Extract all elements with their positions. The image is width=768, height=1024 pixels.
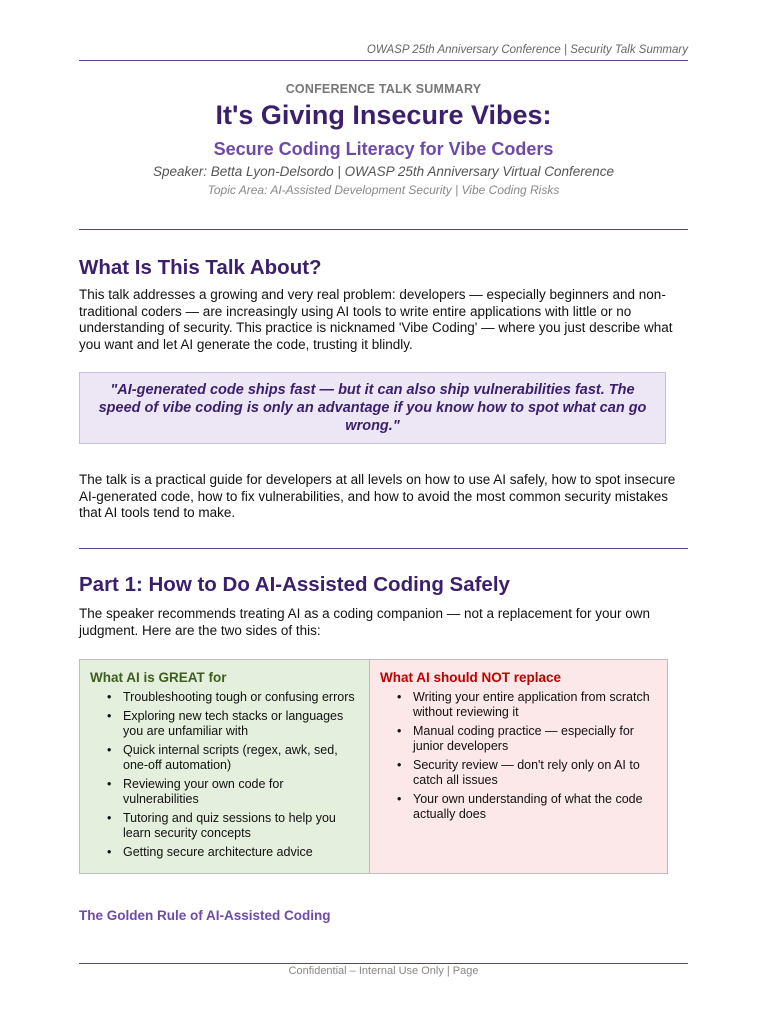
document-kicker: CONFERENCE TALK SUMMARY [285,82,482,96]
document-title: It's Giving Insecure Vibes: [215,100,552,130]
not-replace-heading: What AI should NOT replace [380,670,562,685]
page-footer: Confidential – Internal Use Only | Page [288,965,479,977]
list-item: • Getting secure architecture advice [123,845,359,860]
golden-rule-heading: The Golden Rule of AI-Assisted Coding [79,908,331,923]
footer-divider [79,963,688,964]
speaker-line: Speaker: Betta Lyon-Delsordo | OWASP 25th Anniversary Virtual Conference [153,164,614,179]
about-outro-paragraph: The talk is a practical guide for developers at all levels on how to use AI safely, how to spot insecure AI-generated code, how to fix vulnerabilities, and how to avoid the most common security mistakes that AI tools tend to make. [79,472,676,520]
section-divider [79,229,688,230]
great-for-column [80,660,370,873]
list-item: • Reviewing your own code for vulnerabilities [123,777,359,807]
part1-intro-paragraph: The speaker recommends treating AI as a coding companion — not a replacement for your own judgment. Here are the two sides of this: [79,606,651,638]
list-item: • Quick internal scripts (regex, awk, sed, one-off automation) [123,743,359,773]
great-for-list [90,690,359,860]
list-item: • Tutoring and quiz sessions to help you learn security concepts [123,811,359,841]
list-item: • Security review — don't rely only on AI to catch all issues [413,758,657,788]
section-divider [79,548,688,549]
about-intro-paragraph: This talk addresses a growing and very real problem: developers — especially beginners and non-traditional coders — are increasingly using AI tools to write entire applications with little or no understanding of security. This practice is nicknamed 'Vibe Coding' — where you just describe what you want and let AI generate the code, trusting it blindly. [79,287,673,352]
list-item: • Writing your entire application from scratch without reviewing it [413,690,657,720]
list-item: • Exploring new tech stacks or languages you are unfamiliar with [123,709,359,739]
section-heading-part1: Part 1: How to Do AI-Assisted Coding Safely [79,573,510,596]
section-heading-about: What Is This Talk About? [79,256,322,279]
pull-quote-text: "AI-generated code ships fast — but it can also ship vulnerabilities fast. The speed of vibe coding is only an advantage if you know how to spot what can go wrong." [98,382,647,434]
list-item: • Troubleshooting tough or confusing errors [123,690,359,705]
not-replace-list [380,690,657,822]
not-replace-column [370,660,667,873]
list-item: • Manual coding practice — especially for junior developers [413,724,657,754]
list-item: • Your own understanding of what the code actually does [413,792,657,822]
header-divider [79,60,688,61]
pull-quote-callout [79,372,666,444]
running-header: OWASP 25th Anniversary Conference | Security Talk Summary [366,44,688,56]
great-for-heading: What AI is GREAT for [90,670,227,685]
topic-line: Topic Area: AI-Assisted Development Security | Vibe Coding Risks [207,183,560,197]
comparison-table [79,659,668,874]
document-subtitle: Secure Coding Literacy for Vibe Coders [213,139,554,159]
